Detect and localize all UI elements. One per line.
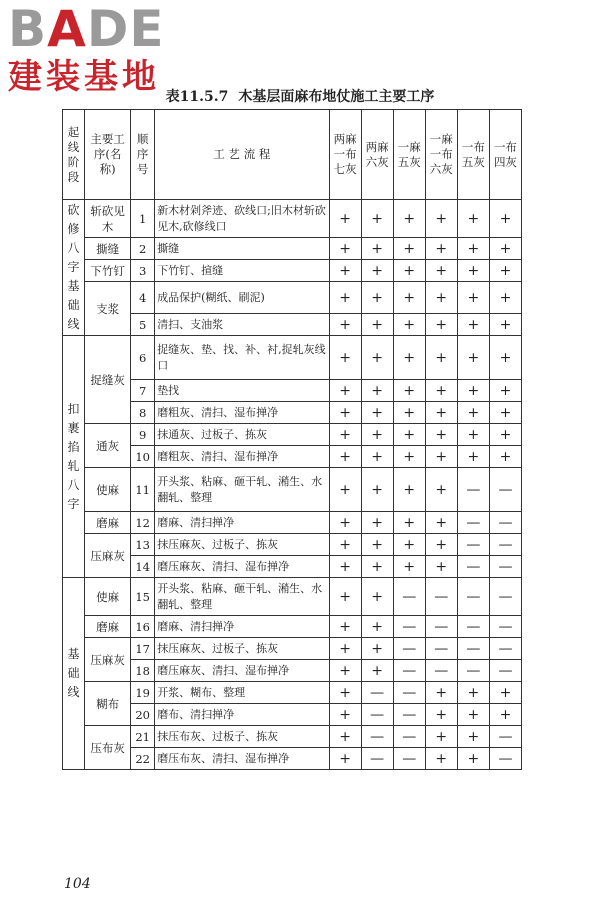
main-process-cell: 斩砍见木 [85,200,131,238]
mark-cell: + [425,380,457,402]
seq-cell: 11 [131,468,155,512]
mark-cell: + [457,282,489,314]
flow-cell: 撕缝 [155,238,329,260]
mark-cell: + [361,512,393,534]
flow-cell: 磨压布灰、清扫、湿布掸净 [155,748,329,770]
flow-cell: 磨麻、清扫掸净 [155,616,329,638]
mark-cell: + [329,534,361,556]
flow-cell: 下竹钉、揎缝 [155,260,329,282]
seq-cell: 16 [131,616,155,638]
mark-cell: + [425,446,457,468]
mark-cell: + [361,638,393,660]
flow-cell: 磨粗灰、清扫、湿布掸净 [155,446,329,468]
table-row [63,616,522,638]
seq-cell: 6 [131,336,155,380]
mark-cell: + [425,402,457,424]
seq-cell: 17 [131,638,155,660]
main-process-cell: 使麻 [85,468,131,512]
mark-cell: + [489,704,521,726]
seq-cell: 9 [131,424,155,446]
mark-cell: + [393,534,425,556]
table-row [63,260,522,282]
flow-cell: 垫找 [155,380,329,402]
mark-cell: + [489,402,521,424]
mark-cell: — [489,660,521,682]
flow-cell: 清扫、支油浆 [155,314,329,336]
mark-cell: + [425,260,457,282]
mark-cell: + [361,616,393,638]
mark-cell: + [361,578,393,616]
table-row [63,336,522,380]
seq-cell: 15 [131,578,155,616]
seq-cell: 14 [131,556,155,578]
main-process-cell: 支浆 [85,282,131,336]
main-process-cell: 磨麻 [85,616,131,638]
mark-cell: — [393,616,425,638]
seq-cell: 8 [131,402,155,424]
header-col1: 两麻一布七灰 [329,110,361,200]
mark-cell: + [361,468,393,512]
mark-cell: + [361,660,393,682]
main-process-cell: 压麻灰 [85,638,131,682]
mark-cell: + [457,704,489,726]
mark-cell: — [489,578,521,616]
table-row [63,446,522,468]
mark-cell: + [329,468,361,512]
header-row [63,110,522,200]
seq-cell: 20 [131,704,155,726]
mark-cell: + [329,282,361,314]
header-col2: 两麻六灰 [361,110,393,200]
mark-cell: + [425,424,457,446]
mark-cell: — [489,748,521,770]
mark-cell: + [425,200,457,238]
table-row [63,682,522,704]
mark-cell: + [457,402,489,424]
flow-cell: 磨压麻灰、清扫、湿布掸净 [155,556,329,578]
mark-cell: + [329,578,361,616]
mark-cell: + [393,446,425,468]
mark-cell: + [489,238,521,260]
header-main-process: 主要工序(名称) [85,110,131,200]
mark-cell: + [489,200,521,238]
table-row [63,660,522,682]
table-row [63,314,522,336]
mark-cell: — [489,534,521,556]
seq-cell: 21 [131,726,155,748]
mark-cell: + [361,282,393,314]
flow-cell: 开浆、糊布、整理 [155,682,329,704]
header-flow: 工 艺 流 程 [155,110,329,200]
mark-cell: + [361,260,393,282]
mark-cell: + [361,402,393,424]
mark-cell: + [329,682,361,704]
mark-cell: + [393,238,425,260]
stage-cell: 基础线 [63,578,85,770]
mark-cell: + [393,468,425,512]
header-col5: 一布五灰 [457,110,489,200]
main-process-cell: 下竹钉 [85,260,131,282]
flow-cell: 磨麻、清扫掸净 [155,512,329,534]
table-row [63,402,522,424]
mark-cell: — [457,534,489,556]
table-row [63,238,522,260]
main-process-cell: 使麻 [85,578,131,616]
mark-cell: + [361,424,393,446]
mark-cell: + [329,638,361,660]
flow-cell: 新木材剁斧迹、砍线口;旧木材斩砍见木,砍修线口 [155,200,329,238]
table-row [63,726,522,748]
table-row [63,748,522,770]
flow-cell: 抹压麻灰、过板子、拣灰 [155,534,329,556]
mark-cell: + [489,336,521,380]
mark-cell: — [489,512,521,534]
mark-cell: — [361,682,393,704]
flow-cell: 开头浆、粘麻、砸干轧、潲生、水翻轧、整理 [155,468,329,512]
mark-cell: — [425,638,457,660]
mark-cell: — [457,556,489,578]
mark-cell: + [361,446,393,468]
main-process-cell: 撕缝 [85,238,131,260]
mark-cell: + [329,200,361,238]
mark-cell: — [489,638,521,660]
seq-cell: 5 [131,314,155,336]
mark-cell: + [361,380,393,402]
mark-cell: + [457,446,489,468]
main-process-cell: 通灰 [85,424,131,468]
mark-cell: + [425,512,457,534]
table-row [63,282,522,314]
mark-cell: — [361,704,393,726]
mark-cell: + [489,282,521,314]
seq-cell: 13 [131,534,155,556]
table-number: 表11.5.7 [165,89,229,105]
mark-cell: — [457,512,489,534]
mark-cell: + [457,260,489,282]
logo-letters: DE [86,0,165,58]
mark-cell: + [361,556,393,578]
mark-cell: — [457,660,489,682]
table-row [63,638,522,660]
table-row [63,512,522,534]
stage-cell: 砍修八字基础线 [63,200,85,336]
mark-cell: + [393,336,425,380]
mark-cell: + [457,682,489,704]
mark-cell: — [489,556,521,578]
mark-cell: + [329,260,361,282]
mark-cell: + [361,336,393,380]
mark-cell: + [457,314,489,336]
seq-cell: 12 [131,512,155,534]
mark-cell: + [393,200,425,238]
mark-cell: + [457,200,489,238]
table-row [63,556,522,578]
seq-cell: 4 [131,282,155,314]
page-number: 104 [64,876,91,892]
mark-cell: + [329,748,361,770]
mark-cell: + [393,402,425,424]
seq-cell: 1 [131,200,155,238]
flow-cell: 开头浆、粘麻、砸干轧、潲生、水翻轧、整理 [155,578,329,616]
table-row [63,200,522,238]
mark-cell: + [361,534,393,556]
mark-cell: + [425,468,457,512]
mark-cell: — [425,616,457,638]
mark-cell: + [457,380,489,402]
stage-cell: 扣裹掐轧八字 [63,336,85,578]
mark-cell: — [489,616,521,638]
mark-cell: — [393,638,425,660]
flow-cell: 磨粗灰、清扫、湿布掸净 [155,402,329,424]
flow-cell: 抹压布灰、过板子、拣灰 [155,726,329,748]
mark-cell: + [425,282,457,314]
process-table [62,109,522,770]
mark-cell: + [393,314,425,336]
mark-cell: + [393,282,425,314]
header-seq: 顺序号 [131,110,155,200]
header-stage: 起线阶段 [63,110,85,200]
seq-cell: 10 [131,446,155,468]
mark-cell: — [457,616,489,638]
watermark-logo [8,0,165,97]
mark-cell: + [489,314,521,336]
mark-cell: + [361,238,393,260]
mark-cell: + [393,556,425,578]
mark-cell: + [457,424,489,446]
mark-cell: + [425,556,457,578]
table-row [63,468,522,512]
flow-cell: 抹通灰、过板子、拣灰 [155,424,329,446]
table-row [63,424,522,446]
table-row [63,380,522,402]
mark-cell: — [393,726,425,748]
watermark-logo-text [8,0,165,58]
mark-cell: + [329,726,361,748]
header-col4: 一麻一布六灰 [425,110,457,200]
mark-cell: + [329,336,361,380]
mark-cell: + [425,238,457,260]
mark-cell: + [329,446,361,468]
mark-cell: — [393,578,425,616]
flow-cell: 抹压麻灰、过板子、拣灰 [155,638,329,660]
mark-cell: + [425,314,457,336]
mark-cell: + [329,380,361,402]
mark-cell: + [457,726,489,748]
mark-cell: — [361,726,393,748]
mark-cell: — [425,578,457,616]
mark-cell: + [329,314,361,336]
main-process-cell: 压布灰 [85,726,131,770]
seq-cell: 7 [131,380,155,402]
mark-cell: — [489,468,521,512]
mark-cell: + [329,660,361,682]
header-col6: 一布四灰 [489,110,521,200]
seq-cell: 19 [131,682,155,704]
mark-cell: + [489,446,521,468]
table-row [63,534,522,556]
mark-cell: — [489,726,521,748]
header-col3: 一麻五灰 [393,110,425,200]
mark-cell: + [329,238,361,260]
logo-letter: B [8,0,48,58]
watermark-subtitle: 建装基地 [8,57,160,97]
mark-cell: + [361,200,393,238]
mark-cell: — [393,660,425,682]
mark-cell: — [457,638,489,660]
mark-cell: + [425,748,457,770]
mark-cell: + [425,704,457,726]
mark-cell: + [457,336,489,380]
mark-cell: — [457,468,489,512]
mark-cell: + [329,402,361,424]
mark-cell: + [393,424,425,446]
mark-cell: + [489,682,521,704]
mark-cell: + [329,616,361,638]
main-process-cell: 压麻灰 [85,534,131,578]
seq-cell: 2 [131,238,155,260]
table-row [63,578,522,616]
mark-cell: + [329,512,361,534]
mark-cell: + [457,238,489,260]
seq-cell: 3 [131,260,155,282]
mark-cell: + [425,336,457,380]
flow-cell: 捉缝灰、垫、找、补、衬,捉轧灰线口 [155,336,329,380]
table-row [63,704,522,726]
mark-cell: — [425,660,457,682]
flow-cell: 磨压麻灰、清扫、湿布掸净 [155,660,329,682]
seq-cell: 22 [131,748,155,770]
mark-cell: — [393,704,425,726]
mark-cell: — [393,682,425,704]
table-title: 木基层面麻布地仗施工主要工序 [238,89,435,105]
mark-cell: + [489,424,521,446]
main-process-cell: 糊布 [85,682,131,726]
mark-cell: — [361,748,393,770]
mark-cell: + [425,682,457,704]
mark-cell: + [393,512,425,534]
mark-cell: + [393,380,425,402]
mark-cell: + [329,556,361,578]
flow-cell: 磨布、清扫掸净 [155,704,329,726]
mark-cell: + [489,260,521,282]
mark-cell: + [393,260,425,282]
mark-cell: + [489,380,521,402]
mark-cell: + [361,314,393,336]
mark-cell: — [393,748,425,770]
mark-cell: + [425,726,457,748]
mark-cell: + [329,424,361,446]
flow-cell: 成品保护(糊纸、刷泥) [155,282,329,314]
main-process-cell: 磨麻 [85,512,131,534]
mark-cell: — [457,578,489,616]
mark-cell: + [457,748,489,770]
main-process-cell: 捉缝灰 [85,336,131,424]
mark-cell: + [425,534,457,556]
mark-cell: + [329,704,361,726]
seq-cell: 18 [131,660,155,682]
logo-letter-accent: A [47,0,87,58]
